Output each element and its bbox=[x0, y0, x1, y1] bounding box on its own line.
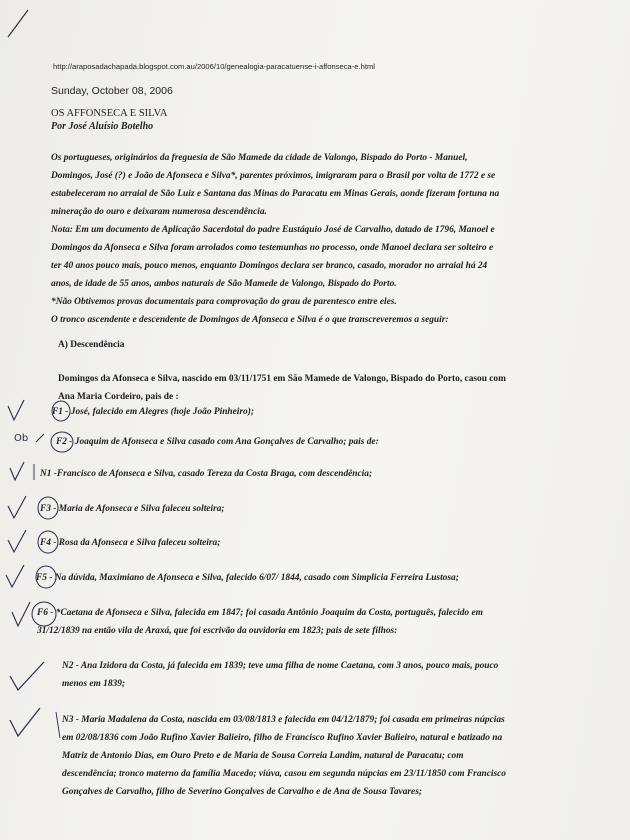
entry-f6-line: 31/12/1839 na então vila de Araxá, que foi escrivão da ouvidoria em 1823; pais de sete filhos: bbox=[37, 626, 398, 636]
entry-n3-line: Matriz de Antonio Dias, em Ouro Preto e de Maria de Sousa Correia Landim, natural de Paracatu; com bbox=[62, 751, 464, 761]
intro-line: Nota: Em um documento de Aplicação Sacerdotal do padre Eustáquio José de Carvalho, datado de 1796, Manoel e bbox=[51, 225, 495, 235]
checkmark-annotation bbox=[4, 660, 54, 694]
intro-line: Domingos, José (?) e João de Afonseca e Silva*, parentes próximos, imigraram para o Brasil por volta de 1772 e se bbox=[51, 171, 496, 181]
checkmark-circle-annotation bbox=[4, 492, 64, 522]
intro-line: anos, de idade de 55 anos, ambos naturais de São Mamede de Valongo, Bispado do Porto. bbox=[51, 279, 397, 289]
entry-f6-line: F6 - *Caetana de Afonseca e Silva, falecida em 1847; foi casada Antônio Joaquim da Costa, português, falecido em bbox=[37, 608, 483, 618]
checkmark-circle-annotation bbox=[2, 598, 62, 630]
intro-line: *Não Obtivemos provas documentais para comprovação do grau de parentesco entre eles. bbox=[51, 297, 397, 307]
domingos-paragraph bbox=[58, 370, 506, 406]
checkmark-circle-annotation bbox=[4, 396, 74, 426]
article-title: OS AFFONSECA E SILVA bbox=[51, 108, 168, 119]
entry-n2 bbox=[62, 657, 498, 693]
intro-line: Os portugueses, originários da freguesia de São Mamede da cidade de Valongo, Bispado do Porto - Manuel, bbox=[51, 153, 468, 163]
entry-n3-line: Gonçalves de Carvalho, filho de Severino Gonçalves de Carvalho e de Ana de Sousa Tavares; bbox=[62, 787, 422, 797]
domingos-line: Ana Maria Cordeiro, pais de : bbox=[58, 392, 179, 402]
entry-f2: F2 - Joaquim de Afonseca e Silva casado com Ana Gonçalves de Carvalho; pais de: bbox=[56, 437, 379, 447]
circle-annotation bbox=[30, 428, 80, 456]
intro-line: estabeleceram no arraial de São Luiz e Santana das Minas do Paracatu em Minas Gerais, aonde fizeram fortuna na bbox=[51, 189, 500, 199]
entry-f3: F3 - Maria de Afonseca e Silva faleceu solteira; bbox=[40, 504, 225, 514]
handwritten-ob-mark: Ob bbox=[14, 433, 29, 444]
entry-f5: F5 - Na dúvida, Maximiano de Afonseca e Silva, falecido 6/07/ 1844, casado com Simplicia Ferreira Lustosa; bbox=[36, 573, 459, 583]
pen-stroke-mark bbox=[4, 4, 44, 44]
entry-n3 bbox=[62, 711, 506, 801]
domingos-line: Domingos da Afonseca e Silva, nascido em 03/11/1751 em São Mamede de Valongo, Bispado do Porto, casou com bbox=[58, 374, 506, 384]
section-heading: A) Descendência bbox=[58, 340, 125, 350]
entry-n2-line: menos em 1839; bbox=[62, 679, 126, 689]
intro-paragraph bbox=[51, 149, 499, 329]
intro-line: ter 40 anos pouco mais, pouco menos, enquanto Domingos declara ser branco, casado, morador no arraial há 24 bbox=[51, 261, 488, 271]
checkmark-circle-annotation bbox=[2, 561, 62, 591]
entry-n3-line: N3 - Maria Madalena da Costa, nascida em 03/08/1813 e falecida em 04/12/1879; foi casada em primeiras núpcias bbox=[62, 715, 505, 725]
entry-f4: F4 - Rosa da Afonseca e Silva faleceu solteira; bbox=[40, 538, 221, 548]
checkmark-circle-annotation bbox=[4, 526, 64, 556]
entry-n3-line: em 02/08/1836 com João Rufino Xavier Balieiro, filho de Francisco Rufino Xavier Balieiro, natural e batizado na bbox=[62, 733, 503, 743]
checkmark-annotation bbox=[6, 702, 66, 742]
entry-f1: F1 - José, falecido em Alegres (hoje João Pinheiro); bbox=[52, 407, 254, 417]
entry-f6 bbox=[37, 604, 483, 640]
source-url: http://araposadachapada.blogspot.com.au/2006/10/genealogia-paracatuense-i-affonseca-e.html bbox=[53, 62, 375, 71]
intro-line: Domingos da Afonseca e Silva foram arrolados como testemunhas no processo, onde Manoel declara ser solteiro e bbox=[51, 243, 494, 253]
article-author: Por José Aluísio Botelho bbox=[51, 121, 154, 132]
intro-line: O tronco ascendente e descendente de Domingos de Afonseca e Silva é o que transcreveremos a seguir: bbox=[51, 315, 449, 325]
post-date: Sunday, October 08, 2006 bbox=[51, 85, 173, 97]
checkmark-annotation bbox=[6, 458, 40, 486]
entry-n2-line: N2 - Ana Izidora da Costa, já falecida em 1839; teve uma filha de nome Caetana, com 3 anos, pouco mais, pouco bbox=[62, 661, 499, 671]
entry-n1: N1 -Francisco de Afonseca e Silva, casado Tereza da Costa Braga, com descendência; bbox=[40, 469, 373, 479]
intro-line: mineração do ouro e deixaram numerosa descendência. bbox=[51, 207, 267, 217]
entry-n3-line: descendência; tronco materno da família Macedo; viúva, casou em segunda núpcias em 23/11/1850 com Francisco bbox=[62, 769, 506, 779]
